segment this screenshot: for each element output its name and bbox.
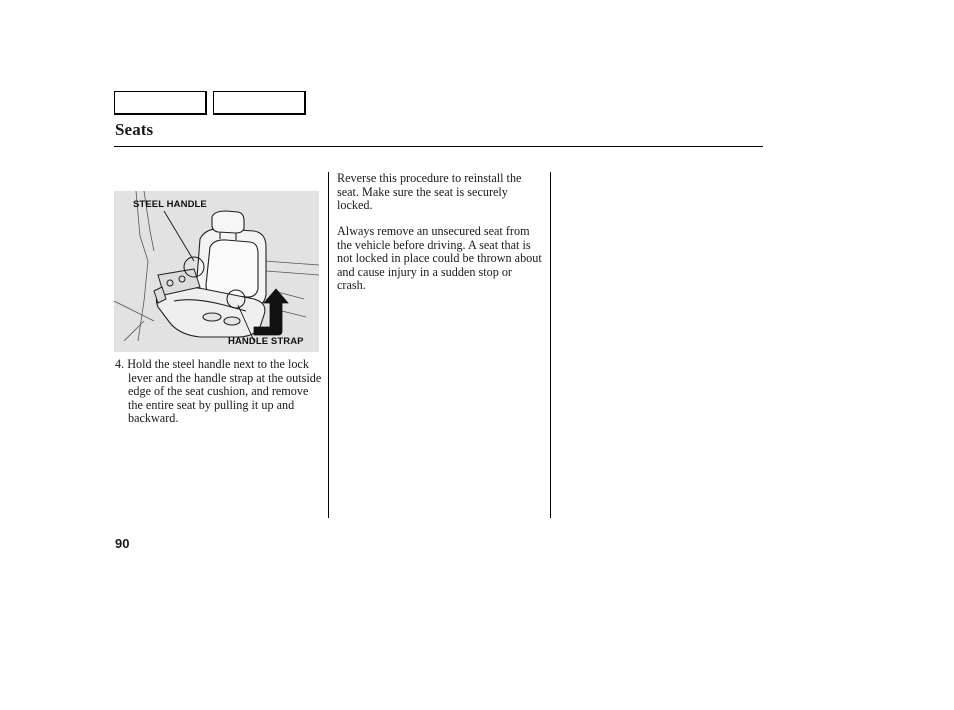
column-divider-1 bbox=[328, 172, 329, 518]
safety-warning-paragraph: Always remove an unsecured seat from the vehicle before driving. A seat that is not locked in place could be thrown about and cause injury in a sudden stop or crash. bbox=[337, 224, 542, 292]
page-number: 90 bbox=[115, 536, 130, 551]
section-title: Seats bbox=[115, 120, 154, 139]
nav-button-next[interactable] bbox=[213, 91, 306, 115]
steel-handle-label: STEEL HANDLE bbox=[133, 199, 207, 210]
reinstall-paragraph: Reverse this procedure to reinstall the seat. Make sure the seat is securely locked. bbox=[337, 171, 522, 212]
column-divider-2 bbox=[550, 172, 551, 518]
handle-strap-label: HANDLE STRAP bbox=[228, 336, 304, 347]
instruction-step-4: 4. Hold the steel handle next to the lock lever and the handle strap at the outside edge of the seat cushion, and remove the entire seat by pulling it up and backward. bbox=[115, 357, 322, 425]
title-divider bbox=[114, 146, 763, 147]
seat-drawing bbox=[114, 191, 319, 352]
nav-button-previous[interactable] bbox=[114, 91, 207, 115]
seat-removal-illustration bbox=[114, 191, 319, 352]
